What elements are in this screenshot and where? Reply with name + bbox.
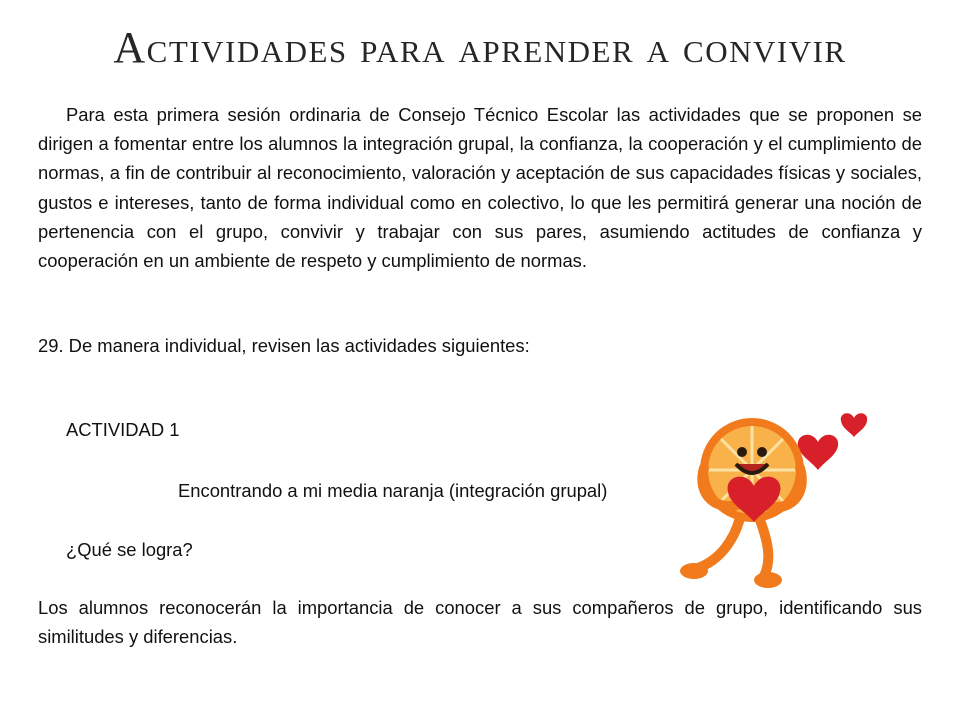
activity-outcome: Los alumnos reconocerán la importancia de conocer a sus compañeros de grupo, identificando sus similitudes y diferencias. (38, 597, 922, 648)
activity-label: ACTIVIDAD 1 (66, 419, 180, 440)
heart-icon (841, 413, 867, 437)
heart-icon (798, 435, 838, 470)
step-instruction: 29. De manera individual, revisen las actividades siguientes: (38, 335, 530, 356)
orange-mascot-illustration (668, 400, 888, 590)
activity-question: ¿Qué se logra? (66, 539, 193, 560)
activity-name: Encontrando a mi media naranja (integración grupal) (178, 480, 608, 501)
intro-paragraph: Para esta primera sesión ordinaria de Consejo Técnico Escolar las actividades que se proponen se dirigen a fomentar entre los alumnos la integración grupal, la confianza, la cooperación y el cumplimiento de normas, a fin de contribuir al reconocimiento, valoración y aceptación de sus capacidades físicas y sociales, gustos e intereses, tanto de forma individual como en colectivo, lo que les permitirá generar una noción de pertenencia con el grupo, convivir y trabajar con sus pares, asumiendo actitudes de confianza y cooperación en un ambiente de respeto y cumplimiento de normas. (38, 104, 922, 272)
page-title: Actividades para aprender a convivir (113, 23, 847, 72)
